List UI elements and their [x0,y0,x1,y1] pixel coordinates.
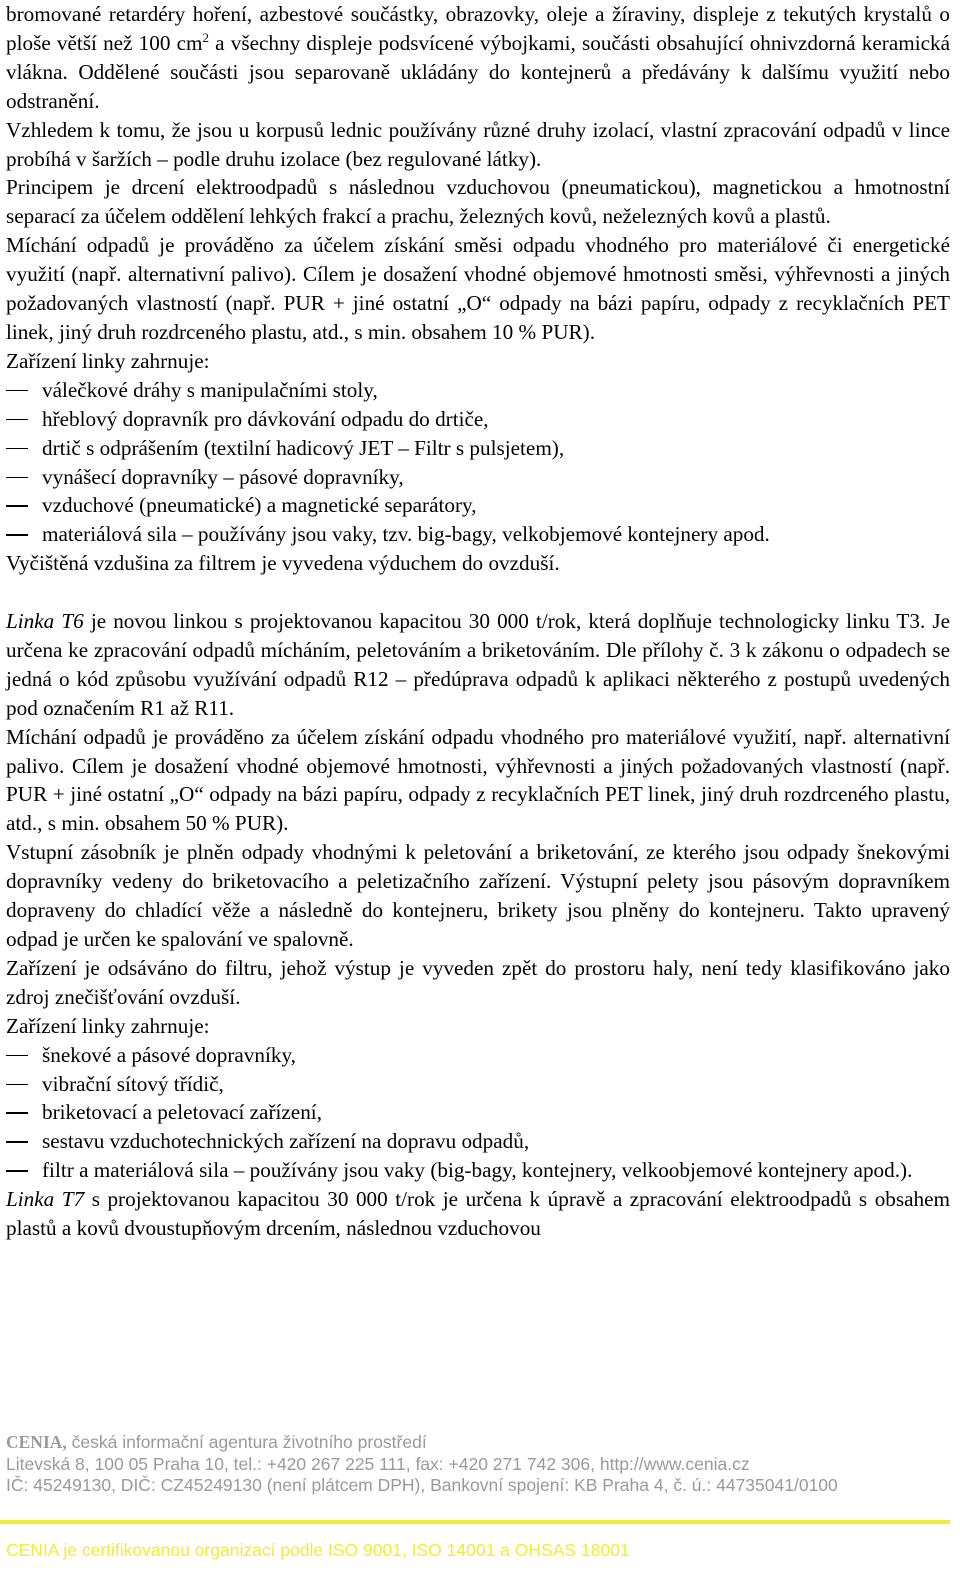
line-t7-label: Linka T7 [6,1187,85,1212]
footer-ids: IČ: 45249130, DIČ: CZ45249130 (není plátcem DPH), Bankovní spojení: KB Praha 4, č. ú.: 44735041/0100 [6,1475,838,1495]
list-item: drtič s odprášením (textilní hadicový JET – Filtr s pulsjetem), [6,434,950,463]
paragraph-line-t7: Linka T7 s projektovanou kapacitou 30 000 t/rok je určena k úpravě a zpracování elektroodpadů s obsahem plastů a kovů dvoustupňovým drcením, následnou vzduchovou [6,1187,951,1241]
paragraph-mixing-t6: Míchání odpadů je prováděno za účelem získání odpadu vhodného pro materiálové využití, např. alternativní palivo. Cílem je dosažení vhodné objemové hmotnosti, výhřevnosti a jiných požadovaných vlastností (např. PUR + jiné ostatní „O“ odpady na bázi papíru, odpady z recyklačních PET linek, jiný druh rozdrceného plastu, atd., s min. obsahem 50 % PUR). [6,724,950,836]
paragraph-line-t6: Linka T6 je novou linkou s projektovanou kapacitou 30 000 t/rok, která doplňuje technologicky linku T3. Je určena ke zpracování odpadů mícháním, peletováním a briketováním. Dle přílohy č. 3 k zákonu o odpadech se jedná o kód způsobu využívání odpadů R12 – předúprava odpadů k aplikaci některého z postupů uvedených pod označením R1 až R11. [6,609,950,720]
superscript-2: 2 [202,29,209,45]
paragraph-separation: bromované retardéry hoření, azbestové součástky, obrazovky, oleje a žíraviny, displeje z tekutých krystalů o ploše větší než 100 $cm^2$ a všechny displeje podsvícené výbojkami, součásti obsahující ohnivzdorná keramická vlákna. Oddělené součásti jsou separovaně ukládány do kontejnerů a předávány k dalšímu využití nebo odstranění. [6,2,950,113]
footer-certification: CENIA je certifikovanou organizací podle ISO 9001, ISO 14001 a OHSAS 18001 [6,1540,630,1560]
list-item: filtr a materiálová sila – používány jsou vaky (big-bagy, kontejnery, velkoobjemové kontejnery apod.). [6,1156,950,1185]
paragraph-insulation: Vzhledem k tomu, že jsou u korpusů lednic používány různé druhy izolací, vlastní zpracování odpadů v lince probíhá v šaržích – podle druhu izolace (bez regulované látky). [6,117,950,171]
equipment-list-t6 [6,1041,950,1186]
list-item: vibrační sítový třídič, [6,1070,950,1099]
list-item: materiálová sila – používány jsou vaky, tzv. big-bagy, velkobjemové kontejnery apod. [6,520,950,549]
list-item: válečkové dráhy s manipulačními stoly, [6,376,950,405]
paragraph-input-hopper: Vstupní zásobník je plněn odpady vhodnými k peletování a briketování, ze kterého jsou odpady šnekovými dopravníky vedeny do briketovacího a peletizačního zařízení. Výstupní pelety jsou pásovým dopravníkem dopraveny do chladící věže a následně do kontejneru, brikety jsou plněny do kontejneru. Takto upravený odpad je určen ke spalování ve spalovně. [6,840,950,951]
list-item: hřeblový dopravník pro dávkování odpadu do drtiče, [6,405,950,434]
paragraph-principle: Principem je drcení elektroodpadů s následnou vzduchovou (pneumatickou), magnetickou a hmotnostní separací za účelem oddělení lehkých frakcí a prachu, železných kovů, neželezných kovů a plastů. [6,175,950,229]
paragraph-mixing: Míchání odpadů je prováděno za účelem získání směsi odpadu vhodného pro materiálové či energetické využití (např. alternativní palivo). Cílem je dosažení vhodné objemové hmotnosti směsi, výhřevnosti a jiných požadovaných vlastností (např. PUR + jiné ostatní „O“ odpady na bázi papíru, odpady z recyklačních PET linek, jiný druh rozdrceného plastu, atd., s min. obsahem 10 % PUR). [6,233,950,344]
paragraph-exhaust: Vyčištěná vzdušina za filtrem je vyvedena výduchem do ovzduší. [6,551,560,576]
paragraph-filter: Zařízení je odsáváno do filtru, jehož výstup je vyveden zpět do prostoru haly, není tedy klasifikováno jako zdroj znečišťování ovzduší. [6,955,950,1009]
list-heading: Zařízení linky zahrnuje: [6,348,210,373]
list-item: sestavu vzduchotechnických zařízení na dopravu odpadů, [6,1127,950,1156]
list-item: vzduchové (pneumatické) a magnetické separátory, [6,491,950,520]
list-item: vynášecí dopravníky – pásové dopravníky, [6,463,950,492]
list-item: šnekové a pásové dopravníky, [6,1041,950,1070]
document-body [6,0,950,1243]
footer-divider [0,1520,950,1524]
footer-org: CENIA, česká informační agentura životního prostředí [6,1432,427,1452]
footer-brand: CENIA, [6,1432,67,1452]
list-item: briketovací a peletovací zařízení, [6,1098,950,1127]
footer-address: Litevská 8, 100 05 Praha 10, tel.: +420 267 225 111, fax: +420 271 742 306, http://www.cenia.cz [6,1453,750,1474]
list-heading: Zařízení linky zahrnuje: [6,1013,210,1038]
line-t6-label: Linka T6 [6,609,84,634]
page-footer [6,1432,950,1497]
equipment-list-t5 [6,376,950,549]
